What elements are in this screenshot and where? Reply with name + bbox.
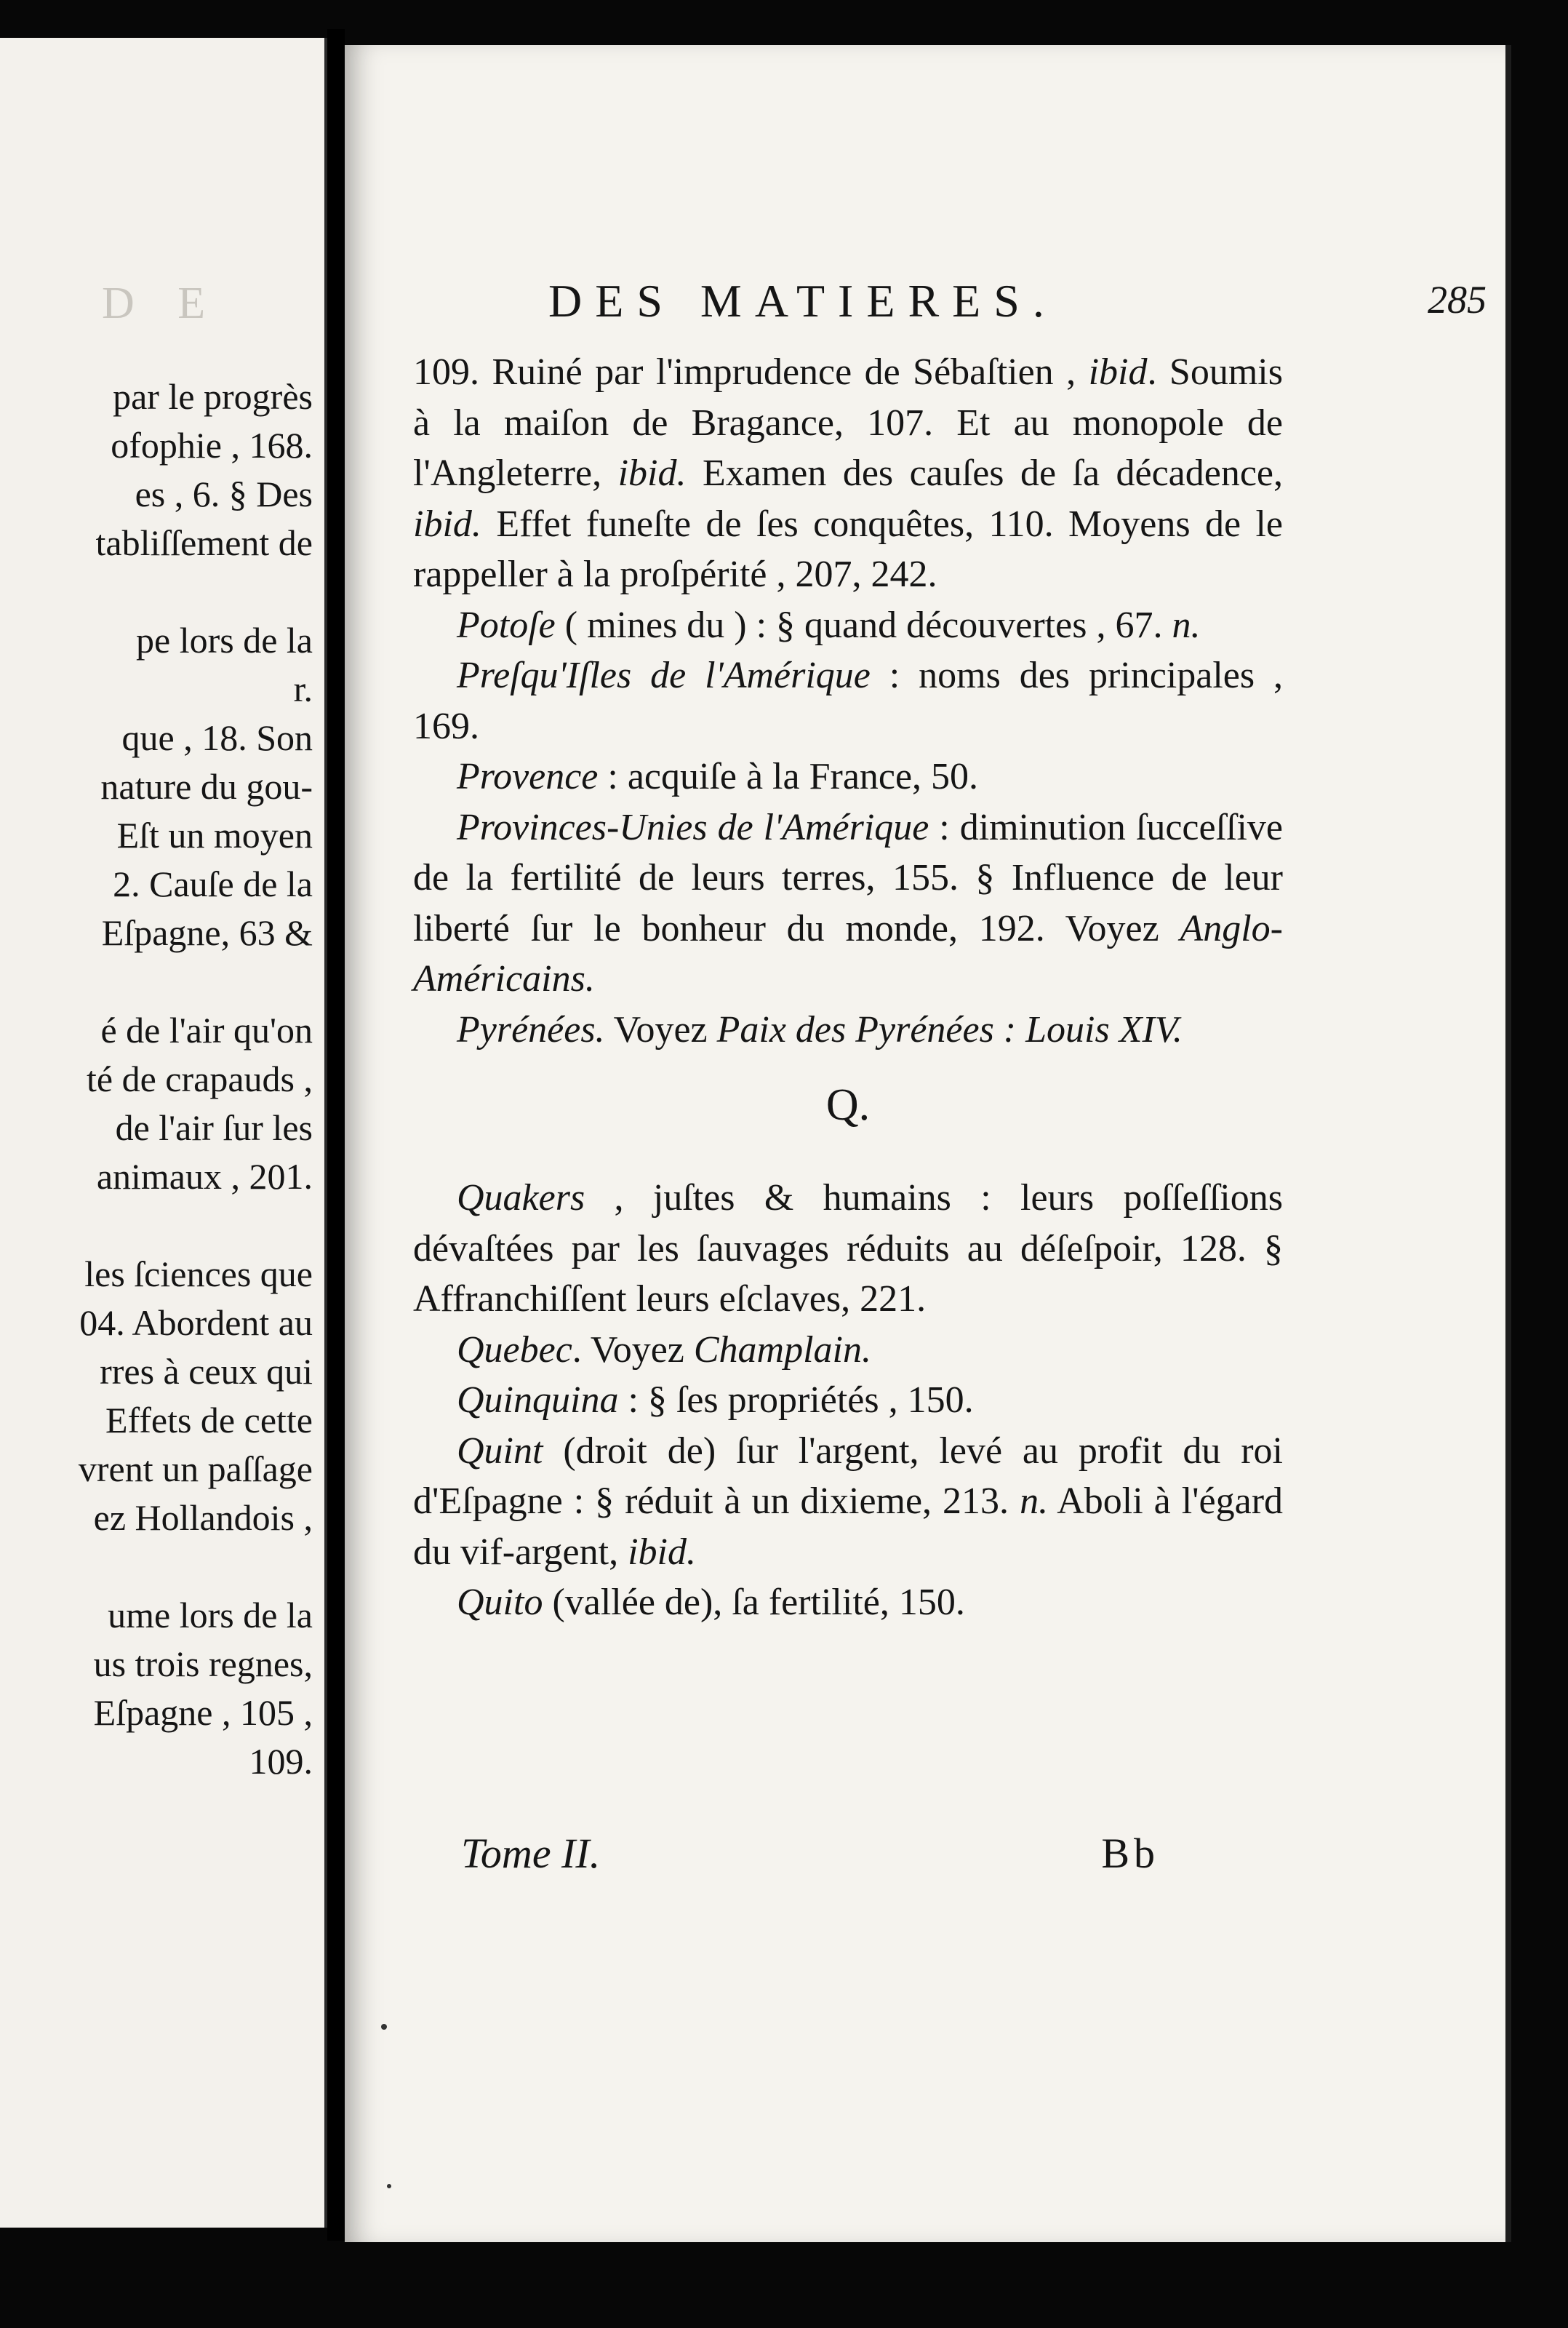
index-term: ibid.: [413, 503, 481, 545]
left-page-line: nature du gou-: [100, 766, 313, 807]
index-entry: [413, 1577, 1283, 1628]
index-term: Preſqu'Iſles de l'Amérique: [457, 655, 871, 696]
index-entry: [413, 347, 1283, 600]
index-text-run: (vallée de), ſa fertilité, 150.: [543, 1582, 965, 1623]
index-text-run: : acquiſe à la France, 50.: [598, 756, 979, 797]
left-page-line: 109.: [249, 1741, 313, 1782]
left-page-heading-fragment: D E: [102, 279, 222, 328]
left-page-line: [0, 957, 313, 1006]
left-page-line: é de l'air qu'on: [100, 1010, 313, 1051]
left-page-line: vrent un paſſage: [78, 1448, 313, 1489]
left-page-line: [0, 1201, 313, 1250]
left-page: [0, 38, 327, 2228]
gathering-signature: Bb: [1101, 1830, 1159, 1877]
index-text-run: Effet funeſte de ſes conquêtes, 110. Moyens de le rappeller à la proſpérité , 207, 242.: [413, 503, 1283, 595]
left-page-line: Eſpagne , 105 ,: [93, 1692, 313, 1733]
index-term: Potoſe: [457, 604, 556, 646]
index-term: Champlain.: [693, 1328, 872, 1371]
index-text-run: 109. Ruiné par l'imprudence de Sébaſtien ,: [413, 351, 1089, 393]
page-number: 285: [1428, 278, 1487, 322]
index-term: Pyrénées.: [457, 1008, 605, 1051]
index-entries-p: [413, 347, 1283, 1055]
left-page-line: pe lors de la: [136, 620, 313, 661]
left-page-line: es , 6. § Des: [135, 474, 313, 514]
left-page-line: [0, 1542, 313, 1591]
left-page-line: que , 18. Son: [121, 717, 313, 758]
running-title: DES MATIERES.: [548, 275, 1057, 327]
index-entry: [413, 802, 1283, 1005]
running-head: [548, 274, 1501, 340]
left-page-line: rres à ceux qui: [100, 1351, 313, 1392]
index-term: Anglo-Américains.: [413, 907, 1283, 1000]
index-text-run: . Voyez: [572, 1328, 694, 1371]
left-page-line: tabliſſement de: [95, 522, 313, 563]
ink-speck: [381, 2024, 387, 2030]
index-entry: [413, 650, 1283, 752]
left-page-line: r.: [293, 669, 313, 709]
index-text-run: : § ſes propriétés , 150.: [618, 1379, 974, 1421]
left-page-line: Effets de cette: [105, 1400, 313, 1440]
index-term: Quakers: [457, 1177, 585, 1219]
volume-signature: Tome II.: [461, 1830, 601, 1877]
left-page-line: 2. Cauſe de la: [113, 864, 313, 904]
left-page-line: animaux , 201.: [96, 1156, 313, 1197]
index-text-run: : noms des principales , 169.: [413, 655, 1283, 747]
index-term: Quinquina: [457, 1379, 619, 1421]
left-page-line: par le progrès: [113, 376, 313, 417]
index-entry: [413, 752, 1283, 802]
index-term: ibid: [1088, 351, 1148, 393]
index-entry: [413, 1426, 1283, 1578]
index-term: n.: [1020, 1480, 1049, 1522]
index-term: Quebec: [457, 1328, 572, 1371]
index-text-run: (droit de) ſur l'argent, levé au profit du roi d'Eſpagne : § réduit à un dixieme, 213.: [413, 1430, 1283, 1522]
left-page-line: ume lors de la: [108, 1595, 313, 1635]
index-term: Provence: [457, 756, 599, 797]
index-text-run: ( mines du ) : § quand découvertes , 67.: [555, 604, 1172, 646]
section-letter: Q.: [825, 1080, 871, 1130]
index-text: [413, 347, 1283, 1628]
index-term: Quint: [457, 1430, 543, 1472]
index-entry: [413, 1375, 1283, 1426]
left-page-line: té de crapauds ,: [87, 1059, 313, 1099]
index-text-run: Voyez: [604, 1008, 717, 1051]
index-text-run: Examen des cauſes de ſa décadence,: [686, 453, 1284, 494]
left-page-line: us trois regnes,: [93, 1643, 313, 1684]
index-term: n.: [1172, 604, 1201, 646]
left-page-line: [0, 567, 313, 616]
index-text-run: : diminution ſucceſſive de la fertilité de leurs terres, 155. § Influence de leur liberté ſur le bonheur du monde, 192. Voyez: [413, 806, 1283, 949]
left-page-text: [0, 372, 313, 1786]
index-term: Quito: [457, 1582, 543, 1623]
left-page-line: les ſciences que: [84, 1253, 313, 1294]
left-page-line: ofophie , 168.: [111, 425, 313, 466]
ink-speck: [387, 2184, 391, 2188]
index-text-run: , juſtes & humains : leurs poſſeſſions dévaſtées par les ſauvages réduits au déſeſpoir, 128. § Affranchiſſent leurs eſclaves, 221.: [413, 1177, 1283, 1320]
book-gutter: [327, 29, 345, 2241]
index-term: Paix des Pyrénées : Louis XIV.: [716, 1008, 1183, 1051]
index-text-run: . Soumis à la maiſon de Bragance, 107. Et au monopole de l'Angleterre,: [413, 351, 1283, 494]
left-page-line: de l'air ſur les: [115, 1107, 313, 1148]
signature-line: [461, 1829, 1283, 1887]
left-page-line: Eſt un moyen: [116, 815, 313, 856]
index-term: Provinces-Unies de l'Amérique: [457, 806, 929, 848]
index-entry: [413, 1325, 1283, 1376]
index-text-run: Aboli à l'égard du vif-argent,: [413, 1480, 1284, 1573]
index-entry: [413, 1005, 1283, 1056]
index-term: ibid.: [628, 1531, 696, 1573]
left-page-line: ez Hollandois ,: [93, 1497, 313, 1538]
index-entry: [413, 1173, 1283, 1325]
left-page-line: 04. Abordent au: [79, 1302, 313, 1343]
index-term: ibid.: [617, 453, 687, 494]
right-page: [345, 45, 1511, 2242]
left-page-line: Eſpagne, 63 &: [101, 912, 313, 953]
index-entries-q: [413, 1173, 1283, 1628]
index-entry: [413, 600, 1283, 651]
